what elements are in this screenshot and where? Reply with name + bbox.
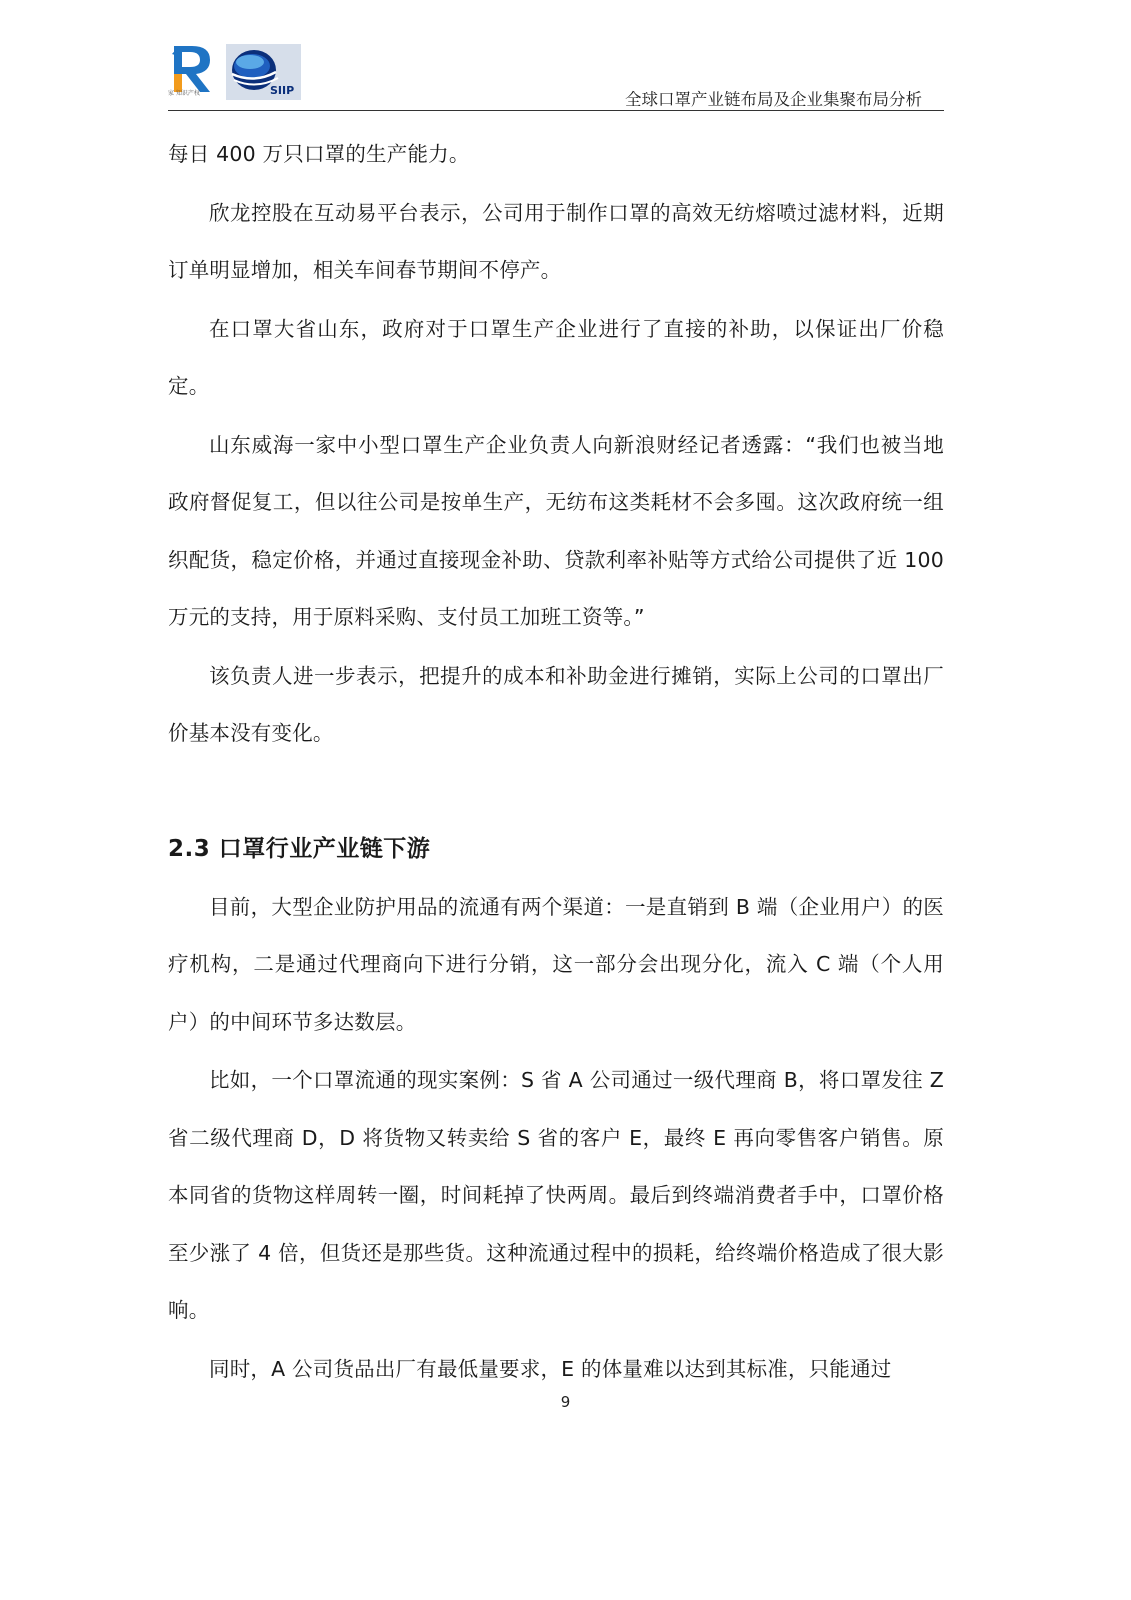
header-divider [168, 110, 944, 111]
paragraph: 在口罩大省山东，政府对于口罩生产企业进行了直接的补助，以保证出厂价稳定。 [168, 316, 944, 398]
document-header-title: 全球口罩产业链布局及企业集聚布局分析 [625, 90, 922, 109]
paragraph: 同时，A 公司货品出厂有最低量要求，E 的体量难以达到其标准，只能通过 [209, 1356, 892, 1381]
paragraph: 欣龙控股在互动易平台表示，公司用于制作口罩的高效无纺熔喷过滤材料，近期订单明显增加，相关车间春节期间不停产。 [168, 200, 944, 282]
section-heading: 2.3 口罩行业产业链下游 [168, 835, 431, 862]
paragraph: 该负责人进一步表示，把提升的成本和补助金进行摊销，实际上公司的口罩出厂价基本没有变化。 [168, 663, 944, 745]
paragraph: 山东威海一家中小型口罩生产企业负责人向新浪财经记者透露：“我们也被当地政府督促复工，但以往公司是按单生产，无纺布这类耗材不会多囤。这次政府统一组织配货，稳定价格，并通过直接现金补助、贷款利率补贴等方式给公司提供了近 100 万元的支持，用于原料采购、支付员工加班工资等。” [168, 432, 944, 629]
logo-caption: 家 知识产权 [168, 90, 200, 97]
siip-globe-logo-icon [226, 44, 301, 100]
paragraph: 比如，一个口罩流通的现实案例：S 省 A 公司通过一级代理商 B，将口罩发往 Z 省二级代理商 D，D 将货物又转卖给 S 省的客户 E，最终 E 再向零售客户销售。原本同省的货物这样周转一圈，时间耗掉了快两周。最后到终端消费者手中，口罩价格至少涨了 4 倍，但货还是那些货。这种流通过程中的损耗，给终端价格造成了很大影响。 [168, 1068, 944, 1322]
page-number: 9 [560, 1393, 571, 1411]
document-body [168, 126, 944, 1399]
page-header [168, 40, 944, 112]
svg-text:SIIP: SIIP [270, 84, 295, 97]
paragraph: 目前，大型企业防护用品的流通有两个渠道：一是直销到 B 端（企业用户）的医疗机构，二是通过代理商向下进行分销，这一部分会出现分化，流入 C 端（个人用户）的中间环节多达数层。 [168, 894, 944, 1034]
paragraph: 每日 400 万只口罩的生产能力。 [168, 142, 470, 166]
